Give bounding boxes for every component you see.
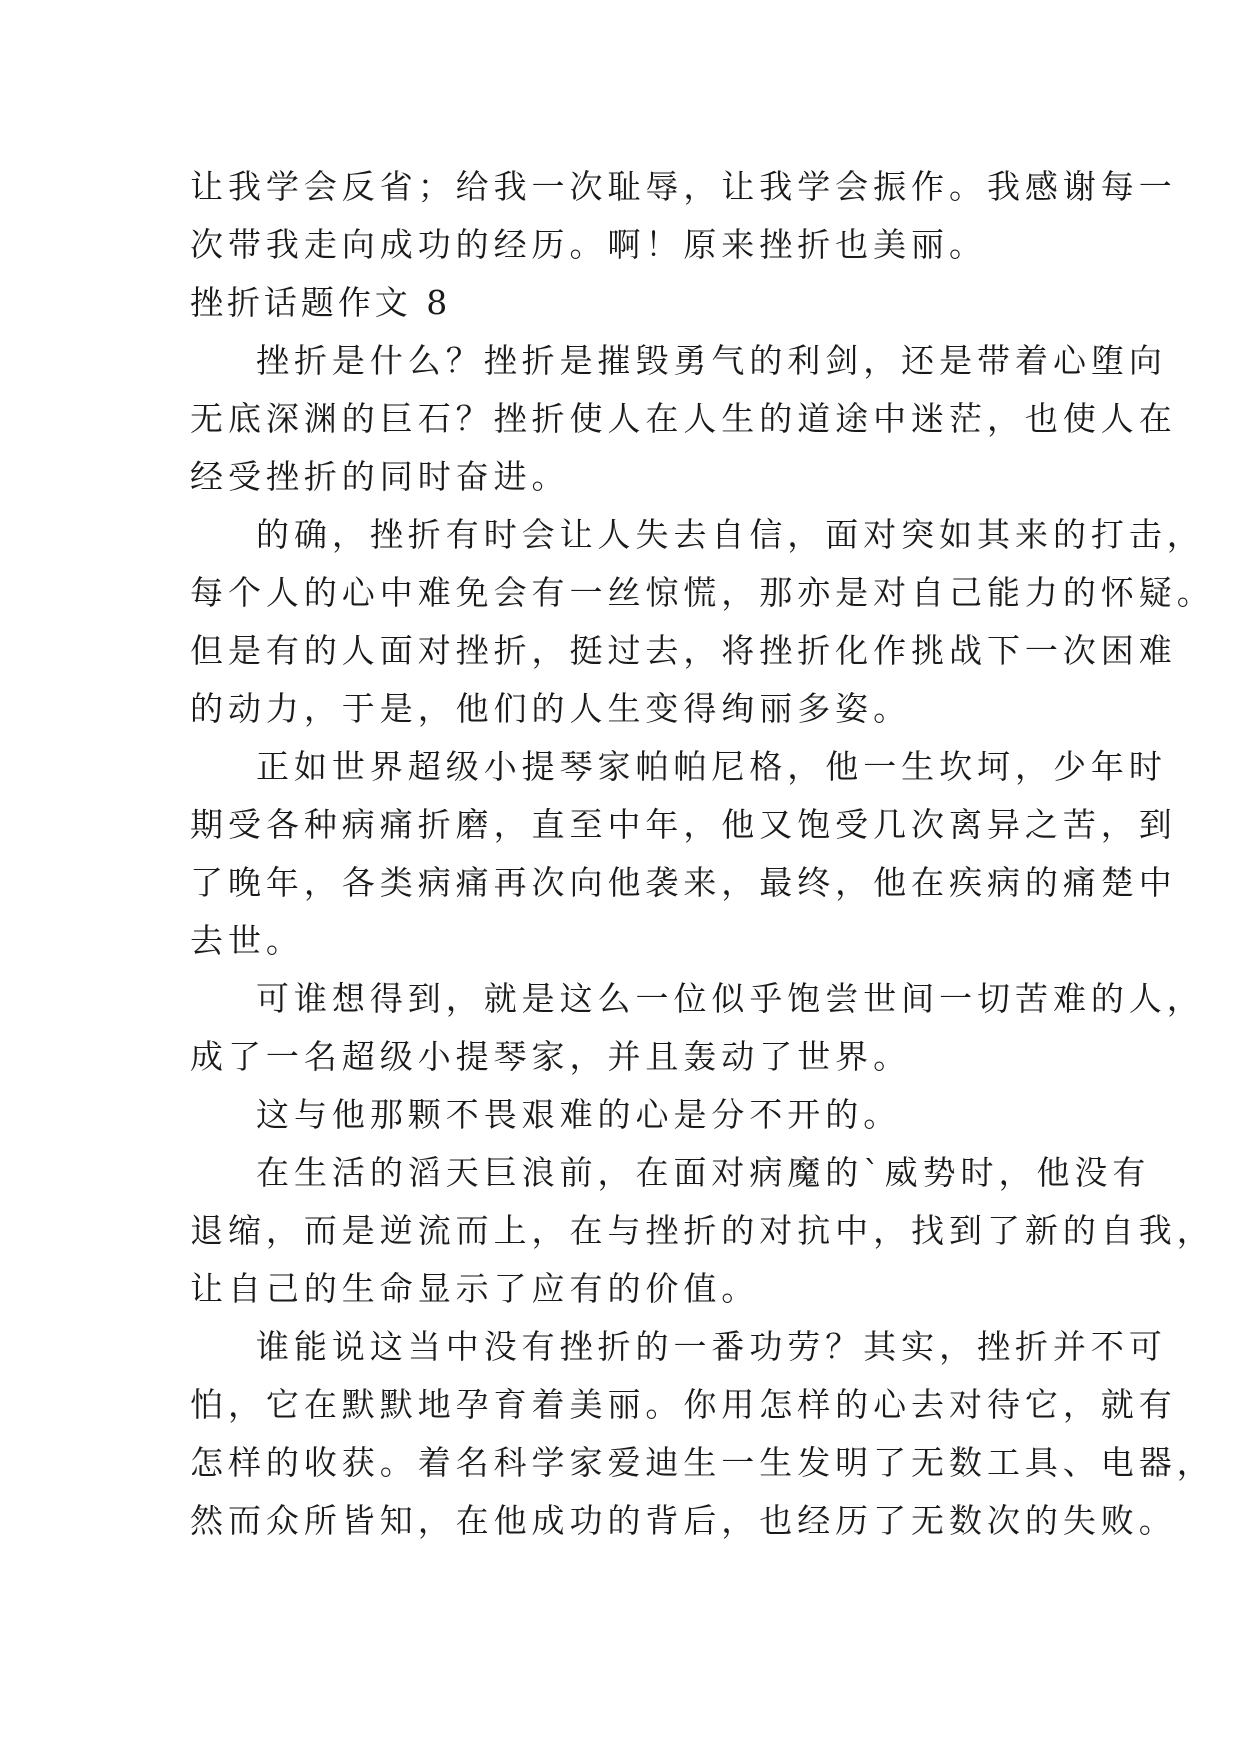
text-line: 怎样的收获。着名科学家爱迪生一生发明了无数工具、电器，	[190, 1443, 1215, 1482]
paragraph-first-line: 在生活的滔天巨浪前，在面对病魔的`威势时，他没有	[256, 1153, 1151, 1192]
text-line: 然而众所皆知，在他成功的背后，也经历了无数次的失败。	[190, 1501, 1177, 1540]
text-line: 经受挫折的同时奋进。	[190, 457, 570, 496]
paragraph-first-line: 的确，挫折有时会让人失去自信，面对突如其来的打击，	[256, 515, 1205, 554]
text-line: 成了一名超级小提琴家，并且轰动了世界。	[190, 1037, 912, 1076]
text-line: 每个人的心中难免会有一丝惊慌，那亦是对自己能力的怀疑。	[190, 573, 1215, 612]
text-line: 但是有的人面对挫折，挺过去，将挫折化作挑战下一次困难	[190, 631, 1177, 670]
text-line: 了晚年，各类病痛再次向他袭来，最终，他在疾病的痛楚中	[190, 863, 1177, 902]
text-line: 的动力，于是，他们的人生变得绚丽多姿。	[190, 689, 912, 728]
paragraph-first-line: 挫折是什么？挫折是摧毁勇气的利剑，还是带着心堕向	[256, 341, 1167, 380]
text-line: 让我学会反省；给我一次耻辱，让我学会振作。我感谢每一	[190, 167, 1177, 206]
text-line: 去世。	[190, 921, 304, 960]
section-heading: 挫折话题作文 8	[190, 283, 452, 322]
text-line: 让自己的生命显示了应有的价值。	[190, 1269, 760, 1308]
text-line: 期受各种病痛折磨，直至中年，他又饱受几次离异之苦，到	[190, 805, 1177, 844]
paragraph-first-line: 可谁想得到，就是这么一位似乎饱尝世间一切苦难的人，	[256, 979, 1205, 1018]
text-line: 退缩，而是逆流而上，在与挫折的对抗中，找到了新的自我，	[190, 1211, 1215, 1250]
paragraph-first-line: 谁能说这当中没有挫折的一番功劳？其实，挫折并不可	[256, 1327, 1167, 1366]
text-line: 怕，它在默默地孕育着美丽。你用怎样的心去对待它，就有	[190, 1385, 1177, 1424]
text-line: 无底深渊的巨石？挫折使人在人生的道途中迷茫，也使人在	[190, 399, 1177, 438]
paragraph-first-line: 正如世界超级小提琴家帕帕尼格，他一生坎坷，少年时	[256, 747, 1167, 786]
paragraph-first-line: 这与他那颗不畏艰难的心是分不开的。	[256, 1095, 902, 1134]
text-line: 次带我走向成功的经历。啊！原来挫折也美丽。	[190, 225, 987, 264]
